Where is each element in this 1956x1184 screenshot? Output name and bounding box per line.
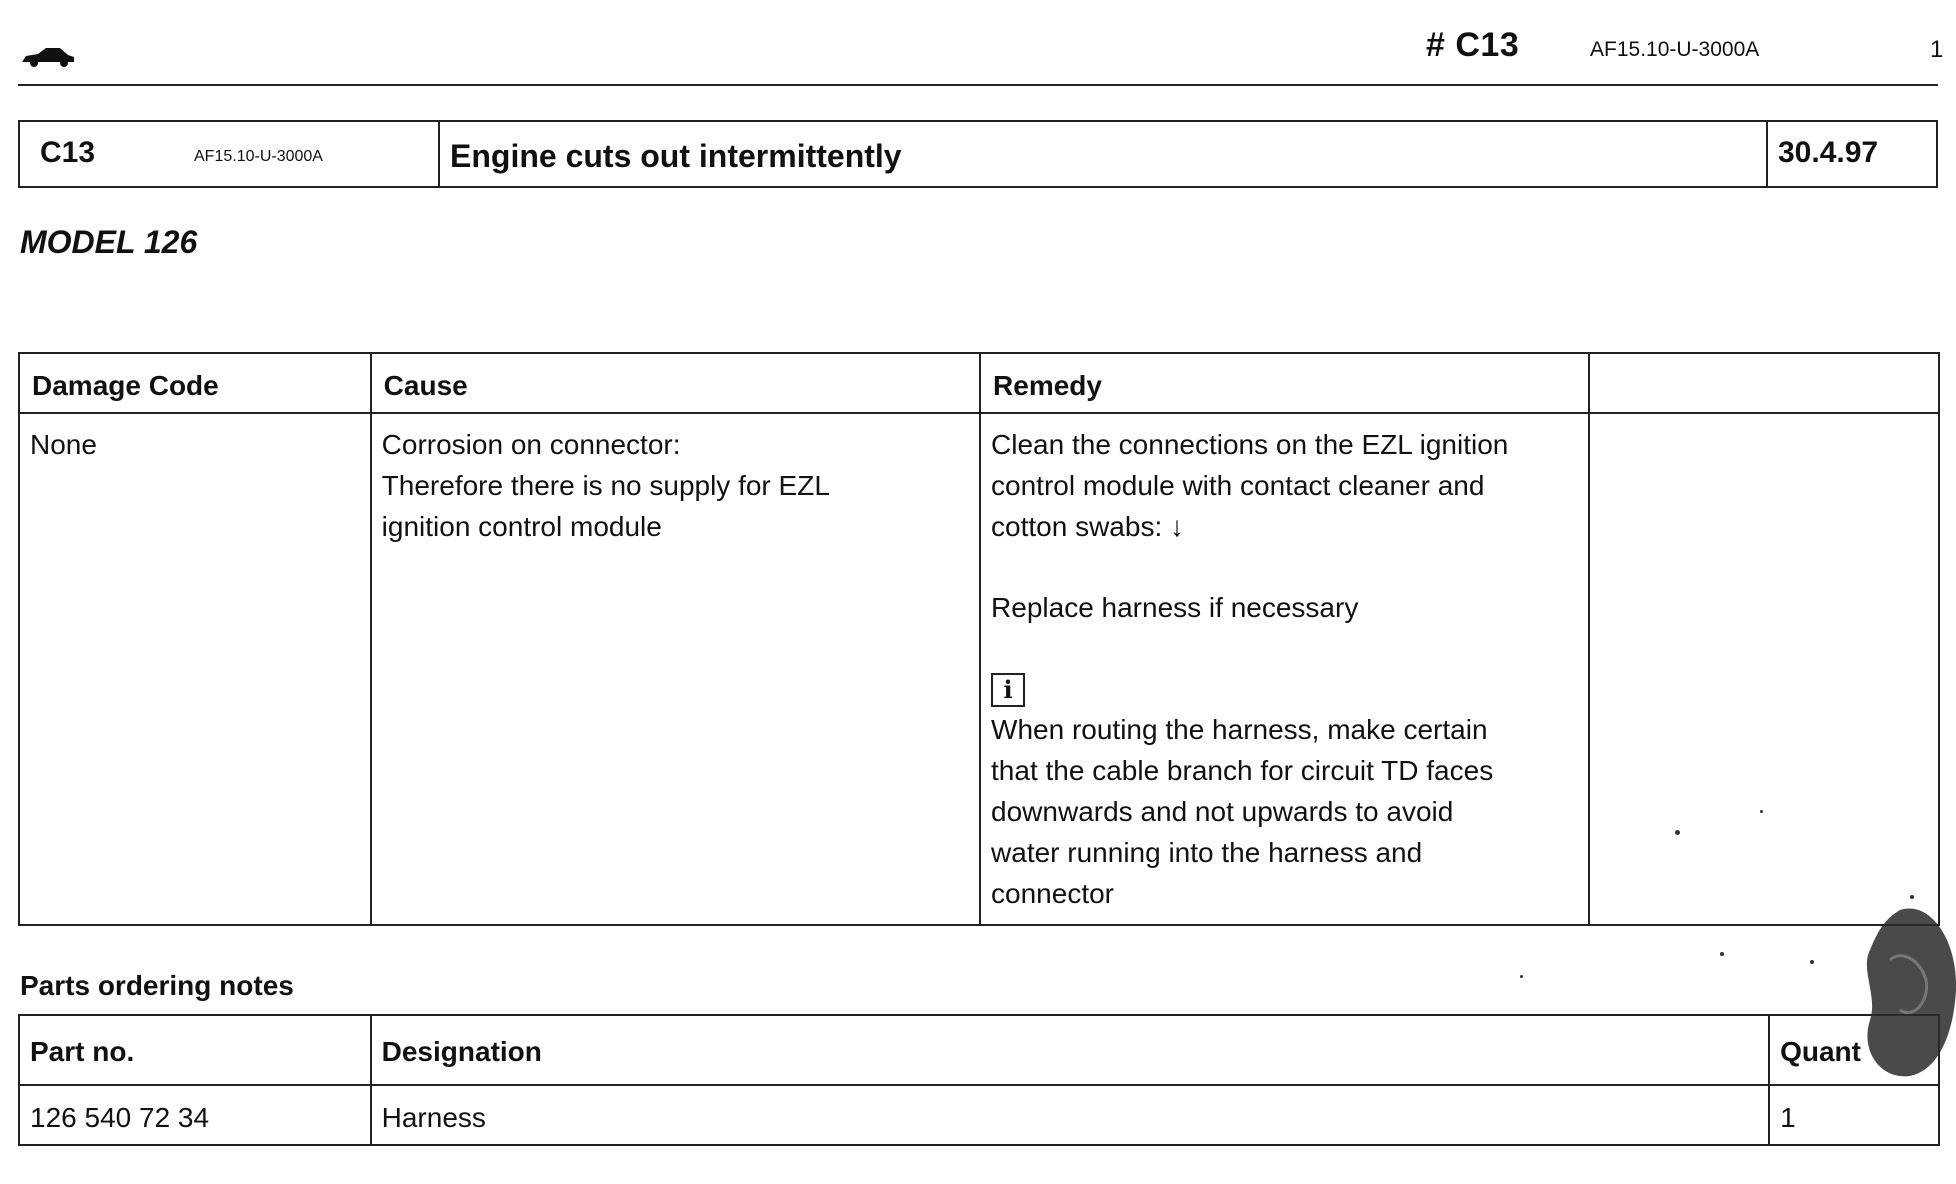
extra-cell xyxy=(1589,413,1939,925)
table-header-row xyxy=(19,1015,1939,1085)
model-heading: MODEL 126 xyxy=(20,224,198,260)
info-line: water running into the harness and xyxy=(991,837,1423,868)
header-reference: AF15.10-U-3000A xyxy=(1590,38,1760,61)
remedy-line: control module with contact cleaner and xyxy=(991,470,1485,501)
table-row xyxy=(19,1085,1939,1145)
diagnosis-table xyxy=(18,352,1940,926)
column-header-cause: Cause xyxy=(371,353,980,413)
remedy-line: Clean the connections on the EZL ignition xyxy=(991,429,1509,460)
title-box xyxy=(18,120,1938,188)
info-line: When routing the harness, make certain xyxy=(991,714,1488,745)
header-rule xyxy=(18,84,1938,86)
cause-cell xyxy=(371,413,980,925)
document-title: Engine cuts out intermittently xyxy=(450,138,902,174)
column-header-quantity: Quant xyxy=(1769,1015,1939,1085)
scan-speck xyxy=(1520,975,1523,978)
scan-speck xyxy=(1910,895,1914,899)
cause-line: Corrosion on connector: xyxy=(381,429,681,460)
column-header-designation: Designation xyxy=(371,1015,1769,1085)
table-header-row xyxy=(19,353,1939,413)
info-line: downwards and not upwards to avoid xyxy=(991,796,1454,827)
scan-smudge xyxy=(1840,900,1956,1080)
designation-cell: Harness xyxy=(371,1085,1769,1145)
header-code: # C13 xyxy=(1426,26,1520,64)
column-header-damage-code: Damage Code xyxy=(19,353,371,413)
title-divider xyxy=(438,122,440,186)
quantity-cell: 1 xyxy=(1769,1085,1939,1145)
info-line: connector xyxy=(991,878,1114,909)
cause-line: ignition control module xyxy=(381,511,662,542)
column-header-part-no: Part no. xyxy=(19,1015,371,1085)
part-no-cell: 126 540 72 34 xyxy=(19,1085,371,1145)
remedy-line: cotton swabs: ↓ xyxy=(991,511,1185,542)
scan-speck xyxy=(1675,830,1680,835)
scan-speck xyxy=(1720,952,1724,956)
info-line: that the cable branch for circuit TD faces xyxy=(991,755,1494,786)
remedy-cell xyxy=(980,413,1589,925)
column-header-remedy: Remedy xyxy=(980,353,1589,413)
scan-speck xyxy=(1810,960,1814,964)
parts-heading: Parts ordering notes xyxy=(20,970,294,1001)
title-code: C13 xyxy=(40,136,96,169)
column-header-extra xyxy=(1589,353,1939,413)
document-date: 30.4.97 xyxy=(1778,136,1879,169)
table-row xyxy=(19,413,1939,925)
title-divider xyxy=(1766,122,1768,186)
info-icon: i xyxy=(991,673,1025,707)
car-icon xyxy=(20,46,76,68)
cause-line: Therefore there is no supply for EZL xyxy=(381,470,830,501)
scan-speck xyxy=(1760,810,1763,813)
damage-code-value: None xyxy=(30,429,97,460)
parts-table xyxy=(18,1014,1940,1146)
page-number: 1 xyxy=(1930,36,1944,63)
remedy-replace-note: Replace harness if necessary xyxy=(991,592,1359,623)
title-reference: AF15.10-U-3000A xyxy=(194,148,323,165)
damage-code-cell xyxy=(19,413,371,925)
